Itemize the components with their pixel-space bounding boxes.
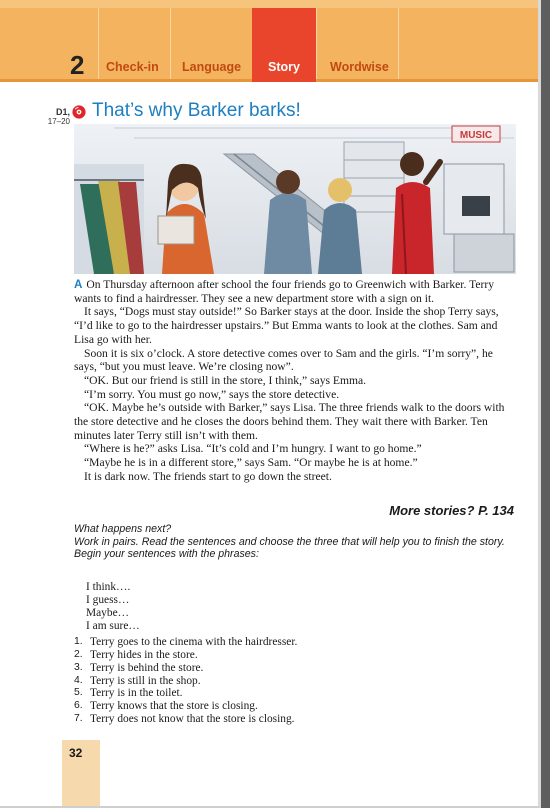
cd-icon[interactable] (72, 105, 86, 119)
story-paragraph: It says, “Dogs must stay outside!” So Barker stays at the door. Inside the shop Terry says, “I’d like to go to the hairdresser upstairs.” But Emma wants to look at the clothes. Sam and Lisa go with her. (74, 305, 499, 346)
tab-check-in[interactable]: Check-in (106, 60, 159, 74)
track-range: 17–20 (47, 117, 70, 126)
more-stories-link[interactable]: More stories? P. 134 (389, 503, 514, 518)
task-line: Work in pairs. Read the sentences and choose the three that will help you to finish the story. (74, 535, 505, 548)
story-paragraph: “OK. Maybe he’s outside with Barker,” says Lisa. The three friends walk to the doors with the store detective and he closes the doors behind them. They wait there with Barker. Ten minutes later Terry still isn’t with them. (74, 401, 505, 442)
sentence-options (74, 636, 514, 726)
task-instructions (74, 523, 514, 561)
list-item: 3. Terry is behind the store. (74, 661, 204, 674)
tab-story[interactable] (252, 8, 316, 82)
story-paragraph: “Where is he?” asks Lisa. “It’s cold and I’m hungry. I want to go home.” (84, 442, 422, 456)
list-item: 4. Terry is still in the shop. (74, 674, 201, 687)
story-paragraph: A On Thursday afternoon after school the four friends go to Greenwich with Barker. Terry wants to find a hairdresser. They see a new department store with a sign on it. (74, 278, 495, 305)
page-number: 32 (69, 746, 83, 760)
store-illustration (74, 124, 516, 274)
list-item: 2. Terry hides in the store. (74, 648, 198, 661)
story-text (74, 278, 514, 484)
track-disc: D1, (55, 107, 70, 117)
story-paragraph: “Maybe he is in a different store,” says Sam. “Or maybe he is at home.” (84, 456, 418, 470)
tab-wordwise[interactable]: Wordwise (330, 60, 389, 74)
story-paragraph: It is dark now. The friends start to go down the street. (84, 469, 332, 483)
tab-language[interactable]: Language (182, 60, 242, 74)
phrase-item: I am sure… (86, 619, 140, 632)
audio-track-reference (44, 108, 70, 126)
task-line: Begin your sentences with the phrases: (74, 548, 259, 561)
story-paragraph: “OK. But our friend is still in the store, I think,” says Emma. (84, 373, 367, 387)
task-line: What happens next? (74, 523, 172, 535)
music-sign: MUSIC (459, 130, 493, 141)
unit-number: 2 (70, 50, 85, 80)
phrase-list (86, 581, 286, 633)
tab-story-label: Story (268, 60, 300, 74)
section-label: A (74, 278, 83, 291)
story-title: That’s why Barker barks! (92, 100, 301, 121)
phrase-item: Maybe… (86, 606, 130, 619)
story-paragraph: Soon it is six o’clock. A store detective comes over to Sam and the girls. “I’m sorry”, he says, “but you must leave. We’re closing now”. (74, 346, 493, 374)
phrase-item: I think…. (86, 581, 131, 593)
list-item: 6. Terry knows that the store is closing. (74, 700, 258, 713)
phrase-item: I guess… (86, 593, 130, 606)
list-item: 7. Terry does not know that the store is closing. (74, 713, 295, 726)
story-paragraph: “I’m sorry. You must go now,” says the store detective. (84, 387, 340, 401)
list-item: 1. Terry goes to the cinema with the hairdresser. (74, 636, 298, 648)
list-item: 5. Terry is in the toilet. (74, 687, 183, 700)
